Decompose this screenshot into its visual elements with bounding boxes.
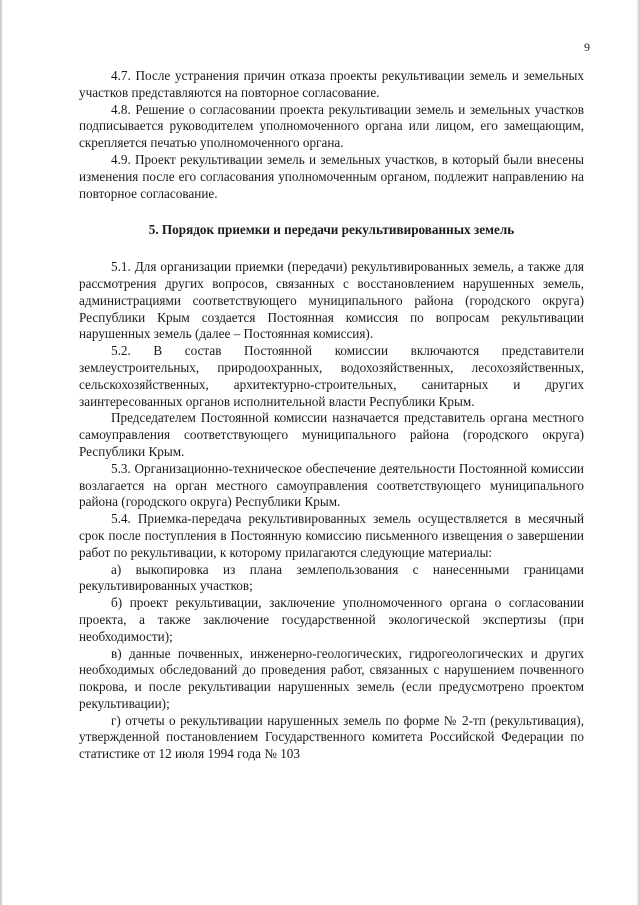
list-item-v: в) данные почвенных, инженерно-геологических, гидрогеологических и других необходимых обследований до проведения работ, связанных с нарушением почвенного покрова, и после рекультивации нарушенных земель (если предусмотрено проектом рекультивации); (79, 645, 584, 711)
section-heading: 5. Порядок приемки и передачи рекультивированных земель (148, 222, 515, 238)
paragraph-5-2: 5.2. В состав Постоянной комиссии включаются представители землеустроительных, природоохранных, водохозяйственных, лесохозяйственных, сельскохозяйственных, архитектурно-строительных, санитарных и других заинтересованных органов исполнительной власти Республики Крым. (79, 343, 584, 409)
page-number: 9 (584, 40, 590, 54)
paragraph-4-9: 4.9. Проект рекультивации земель и земельных участков, в который были внесены изменения после его согласования уполномоченным органом, подлежит направлению на повторное согласование. (79, 151, 584, 201)
paragraph-5-4: 5.4. Приемка-передача рекультивированных земель осуществляется в месячный срок после поступления в Постоянную комиссию письменного извещения о завершении работ по рекультивации, к которому прилагаются следующие материалы: (79, 511, 584, 560)
paragraph-4-8: 4.8. Решение о согласовании проекта рекультивации земель и земельных участков подписывается руководителем уполномоченного органа или лицом, его замещающим, скрепляется печатью уполномоченного органа. (79, 101, 584, 151)
scan-edge-right (636, 0, 640, 905)
paragraph-5-1: 5.1. Для организации приемки (передачи) рекультивированных земель, а также для рассмотрения других вопросов, связанных с восстановлением нарушенных земель, администрациями соответствующего муниципального района (городского округа) Республики Крым создается Постоянная комиссия по вопросам рекультивации нарушенных земель (далее – Постоянная комиссия). (79, 259, 584, 342)
list-item-b: б) проект рекультивации, заключение уполномоченного органа о согласовании проекта, а также заключение государственной экологической экспертизы (при необходимости); (79, 595, 584, 644)
list-item-g: г) отчеты о рекультивации нарушенных земель по форме № 2-тп (рекультивация), утвержденной постановлением Государственного комитета Российской Федерации по статистике от 12 июля 1994 года № 103 (79, 712, 584, 762)
paragraph-5-3: 5.3. Организационно-техническое обеспечение деятельности Постоянной комиссии возлагается на орган местного самоуправления соответствующего муниципального района (городского округа) Республики Крым. (79, 460, 584, 510)
list-item-a: а) выкопировка из плана землепользования с нанесенными границами рекультивированных участков; (79, 561, 584, 594)
paragraph-4-7: 4.7. После устранения причин отказа проекты рекультивации земель и земельных участков представляются на повторное согласование. (79, 68, 584, 100)
scan-edge-left (0, 0, 3, 905)
paragraph-chairman: Председателем Постоянной комиссии назначается представитель органа местного самоуправления соответствующего муниципального района (городского округа) Республики Крым. (79, 410, 584, 459)
document-body (79, 68, 584, 763)
